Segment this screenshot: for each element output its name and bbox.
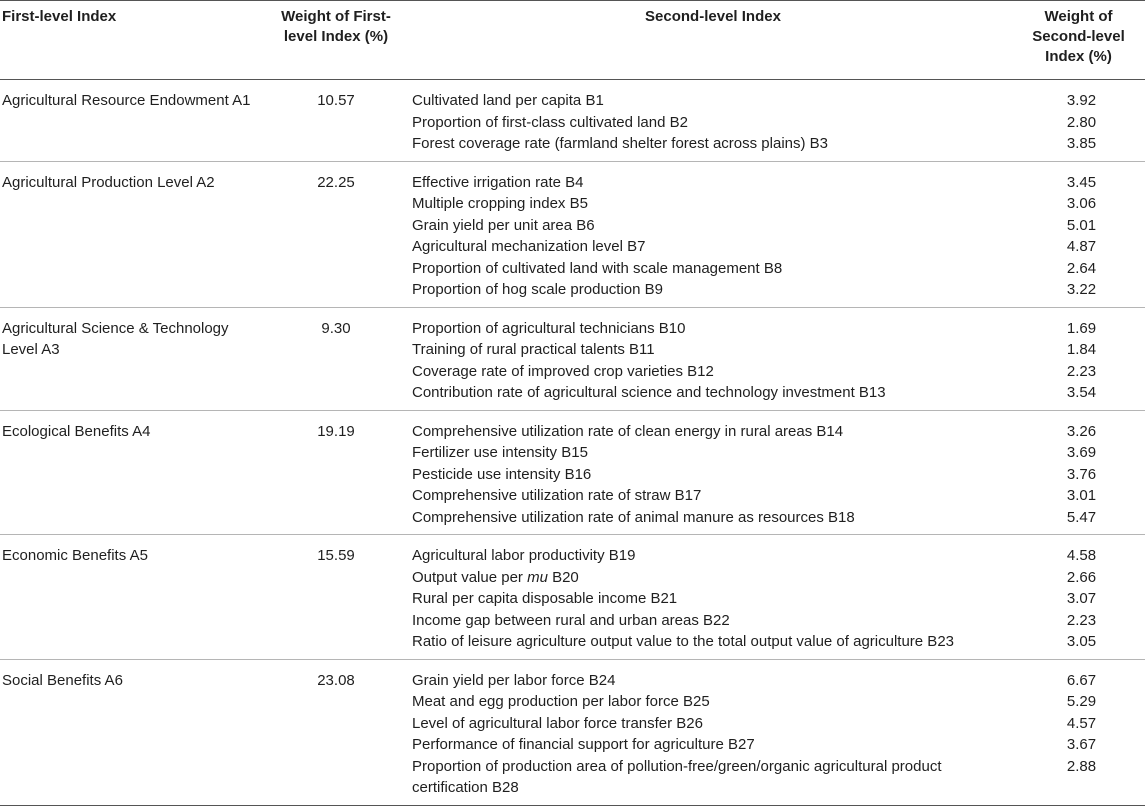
second-level-weight: 4.87 [1066,238,1097,255]
table-row [0,659,1145,805]
second-level-weight: 5.29 [1066,693,1097,710]
table-header [0,1,1145,80]
second-level-weight: 5.47 [1066,508,1097,526]
second-level-index: Grain yield per unit area B6 [412,216,595,234]
second-level-weight: 2.80 [1066,113,1097,131]
second-level-list [404,307,1022,410]
second-level-index: Proportion of first-class cultivated land B2 [412,113,688,131]
first-level-index: Agricultural Resource Endowment A1 [2,92,251,109]
second-level-list [404,659,1022,805]
second-level-list [404,161,1022,307]
second-level-weight: 2.88 [1066,757,1097,775]
second-level-weight: 3.06 [1066,195,1097,212]
table-row [0,535,1145,660]
second-level-weight: 3.07 [1066,590,1097,607]
first-level-index: Agricultural Science & Technology Level A3 [2,319,229,358]
second-level-index: Multiple cropping index B5 [412,195,588,212]
second-level-weight: 3.01 [1066,487,1097,504]
second-level-index [412,567,1002,589]
second-level-index: Meat and egg production per labor force B25 [412,693,710,710]
table-row [0,307,1145,410]
header-second-level: Second-level Index [645,8,781,25]
header-weight-first: Weight of First-level Index (%) [281,8,391,45]
first-level-weight: 15.59 [317,547,355,564]
second-level-list [404,410,1022,535]
table-row [0,410,1145,535]
second-level-weight: 2.23 [1066,611,1097,629]
second-level-weight: 3.45 [1066,173,1097,191]
second-level-index: Level of agricultural labor force transfer B26 [412,714,703,732]
second-level-index: Effective irrigation rate B4 [412,173,584,191]
header-first-level: First-level Index [2,8,117,25]
second-level-index: Proportion of cultivated land with scale management B8 [412,259,783,277]
second-level-index: Proportion of production area of pollution-free/green/organic agricultural product certification B28 [412,757,942,796]
second-level-weight: 5.01 [1066,216,1097,234]
second-level-index: Performance of financial support for agriculture B27 [412,736,755,753]
second-level-weight: 3.54 [1066,384,1097,401]
second-level-list [404,535,1022,660]
first-level-index: Ecological Benefits A4 [2,422,151,440]
second-level-index: Agricultural mechanization level B7 [412,238,646,255]
second-level-index: Cultivated land per capita B1 [412,92,604,109]
second-level-weight: 2.64 [1066,259,1097,277]
second-level-index: Contribution rate of agricultural science and technology investment B13 [412,384,886,401]
first-level-index: Agricultural Production Level A2 [2,173,215,191]
second-level-weight-list [1022,535,1145,660]
second-level-weight-list [1022,161,1145,307]
table-body [0,80,1145,806]
second-level-weight: 3.85 [1066,135,1097,152]
table-row [0,80,1145,162]
second-level-index: Pesticide use intensity B16 [412,465,592,483]
second-level-index: Comprehensive utilization rate of clean energy in rural areas B14 [412,422,844,440]
second-level-index: Proportion of agricultural technicians B10 [412,319,686,337]
header-row [0,1,1145,80]
second-level-weight-list [1022,307,1145,410]
second-level-weight: 3.92 [1066,92,1097,109]
second-level-weight-list [1022,410,1145,535]
first-level-weight: 23.08 [317,671,355,689]
second-level-weight: 3.05 [1066,633,1097,650]
second-level-weight: 3.69 [1066,444,1097,461]
first-level-weight: 22.25 [317,173,355,191]
second-level-index: Fertilizer use intensity B15 [412,444,588,461]
second-level-index: Agricultural labor productivity B19 [412,547,636,564]
second-level-index: Proportion of hog scale production B9 [412,281,663,298]
second-level-weight: 1.69 [1066,319,1097,337]
first-level-weight: 19.19 [317,422,355,440]
second-level-weight: 4.57 [1066,714,1097,732]
first-level-index: Economic Benefits A5 [2,547,148,564]
second-level-weight-list [1022,659,1145,805]
second-level-weight-list [1022,80,1145,162]
second-level-weight: 3.67 [1066,736,1097,753]
second-level-index: Coverage rate of improved crop varieties B12 [412,362,714,380]
second-level-list [404,80,1022,162]
second-level-weight: 2.23 [1066,362,1097,380]
second-level-index-emphasis: mu [527,568,548,586]
second-level-index-text: B20 [547,568,579,586]
second-level-index: Ratio of leisure agriculture output value to the total output value of agriculture B23 [412,633,954,650]
table-row [0,161,1145,307]
second-level-index: Income gap between rural and urban areas B22 [412,611,730,629]
second-level-index: Forest coverage rate (farmland shelter forest across plains) B3 [412,135,829,152]
second-level-weight: 1.84 [1066,341,1097,358]
second-level-weight: 4.58 [1066,547,1097,564]
first-level-weight: 10.57 [317,92,355,109]
second-level-index: Comprehensive utilization rate of animal manure as resources B18 [412,508,855,526]
second-level-index: Training of rural practical talents B11 [412,341,655,358]
second-level-weight: 3.26 [1066,422,1097,440]
first-level-weight: 9.30 [321,319,351,337]
second-level-index: Grain yield per labor force B24 [412,671,616,689]
second-level-index: Rural per capita disposable income B21 [412,590,678,607]
second-level-index: Comprehensive utilization rate of straw B17 [412,487,702,504]
second-level-weight: 6.67 [1066,671,1097,689]
second-level-weight: 2.66 [1066,568,1097,586]
header-weight-second: Weight of Second-level Index (%) [1032,8,1125,65]
second-level-index-text: Output value per [412,568,528,586]
second-level-weight: 3.76 [1066,465,1097,483]
first-level-index: Social Benefits A6 [2,671,123,689]
second-level-weight: 3.22 [1066,281,1097,298]
